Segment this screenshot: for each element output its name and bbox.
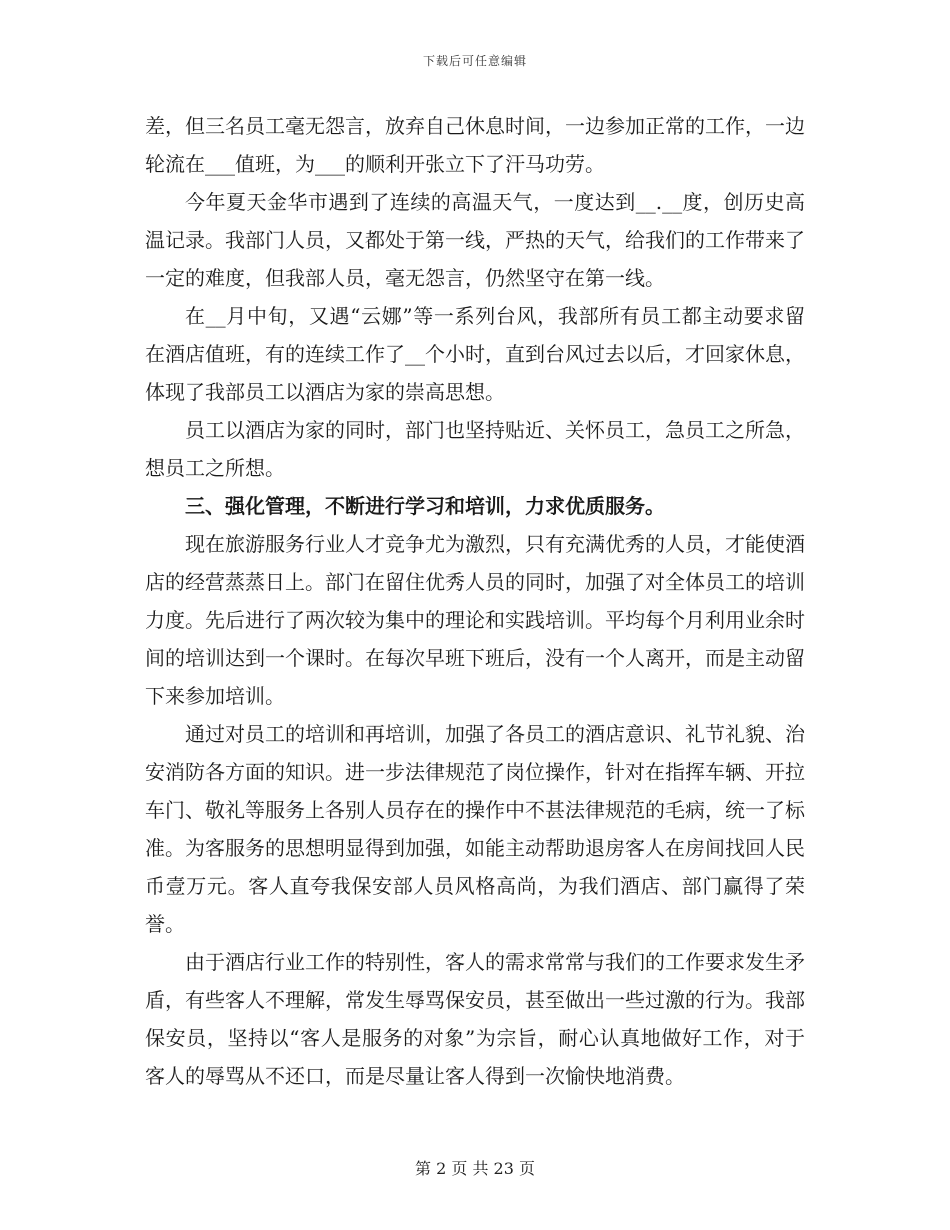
section-heading-training: 三、强化管理，不断进行学习和培训，力求优质服务。 bbox=[185, 494, 665, 518]
paragraph-typhoon: 在__月中旬，又遇“云娜”等一系列台风，我部所有员工都主动要求留在酒店值班，有的连续工作了__个小时，直到台风过去以后，才回家休息，体现了我部员工以酒店为家的崇高思想。 bbox=[145, 304, 805, 404]
paragraph-training-intro: 现在旅游服务行业人才竞争尤为激烈，只有充满优秀的人员，才能使酒店的经营蒸蒸日上。部门在留住优秀人员的同时，加强了对全体员工的培训力度。先后进行了两次较为集中的理论和实践培训。平均每个月利用业余时间的培训达到一个课时。在每次早班下班后，没有一个人离开，而是主动留下来参加培训。 bbox=[145, 532, 805, 708]
paragraph-training-results: 通过对员工的培训和再培训，加强了各员工的酒店意识、礼节礼貌、治安消防各方面的知识。进一步法律规范了岗位操作，针对在指挥车辆、开拉车门、敬礼等服务上各别人员存在的操作中不甚法律规范的毛病，统一了标准。为客服务的思想明显得到加强，如能主动帮助退房客人在房间找回人民币壹万元。客人直夸我保安部人员风格高尚，为我们酒店、部门赢得了荣誉。 bbox=[145, 722, 805, 936]
paragraph-customer-conflict: 由于酒店行业工作的特别性，客人的需求常常与我们的工作要求发生矛盾，有些客人不理解，常发生辱骂保安员，甚至做出一些过激的行为。我部保安员，坚持以“客人是服务的对象”为宗旨，耐心认真地做好工作，对于客人的辱骂从不还口，而是尽量让客人得到一次愉快地消费。 bbox=[145, 950, 805, 1088]
document-body bbox=[145, 107, 805, 1095]
paragraph-care-for-staff: 员工以酒店为家的同时，部门也坚持贴近、关怀员工，急员工之所急，想员工之所想。 bbox=[145, 418, 805, 480]
paragraph-heat-wave: 今年夏天金华市遇到了连续的高温天气，一度达到__.__度，创历史高温记录。我部门人员，又都处于第一线，严热的天气，给我们的工作带来了一定的难度，但我部人员，毫无怨言，仍然坚守在第一线。 bbox=[145, 190, 805, 290]
page-header-note: 下载后可任意编辑 bbox=[422, 54, 527, 68]
page-number: 第 2 页 共 23 页 bbox=[415, 1159, 535, 1178]
paragraph-continuation: 差，但三名员工毫无怨言，放弃自己休息时间，一边参加正常的工作，一边轮流在___值班，为___的顺利开张立下了汗马功劳。 bbox=[145, 114, 805, 176]
